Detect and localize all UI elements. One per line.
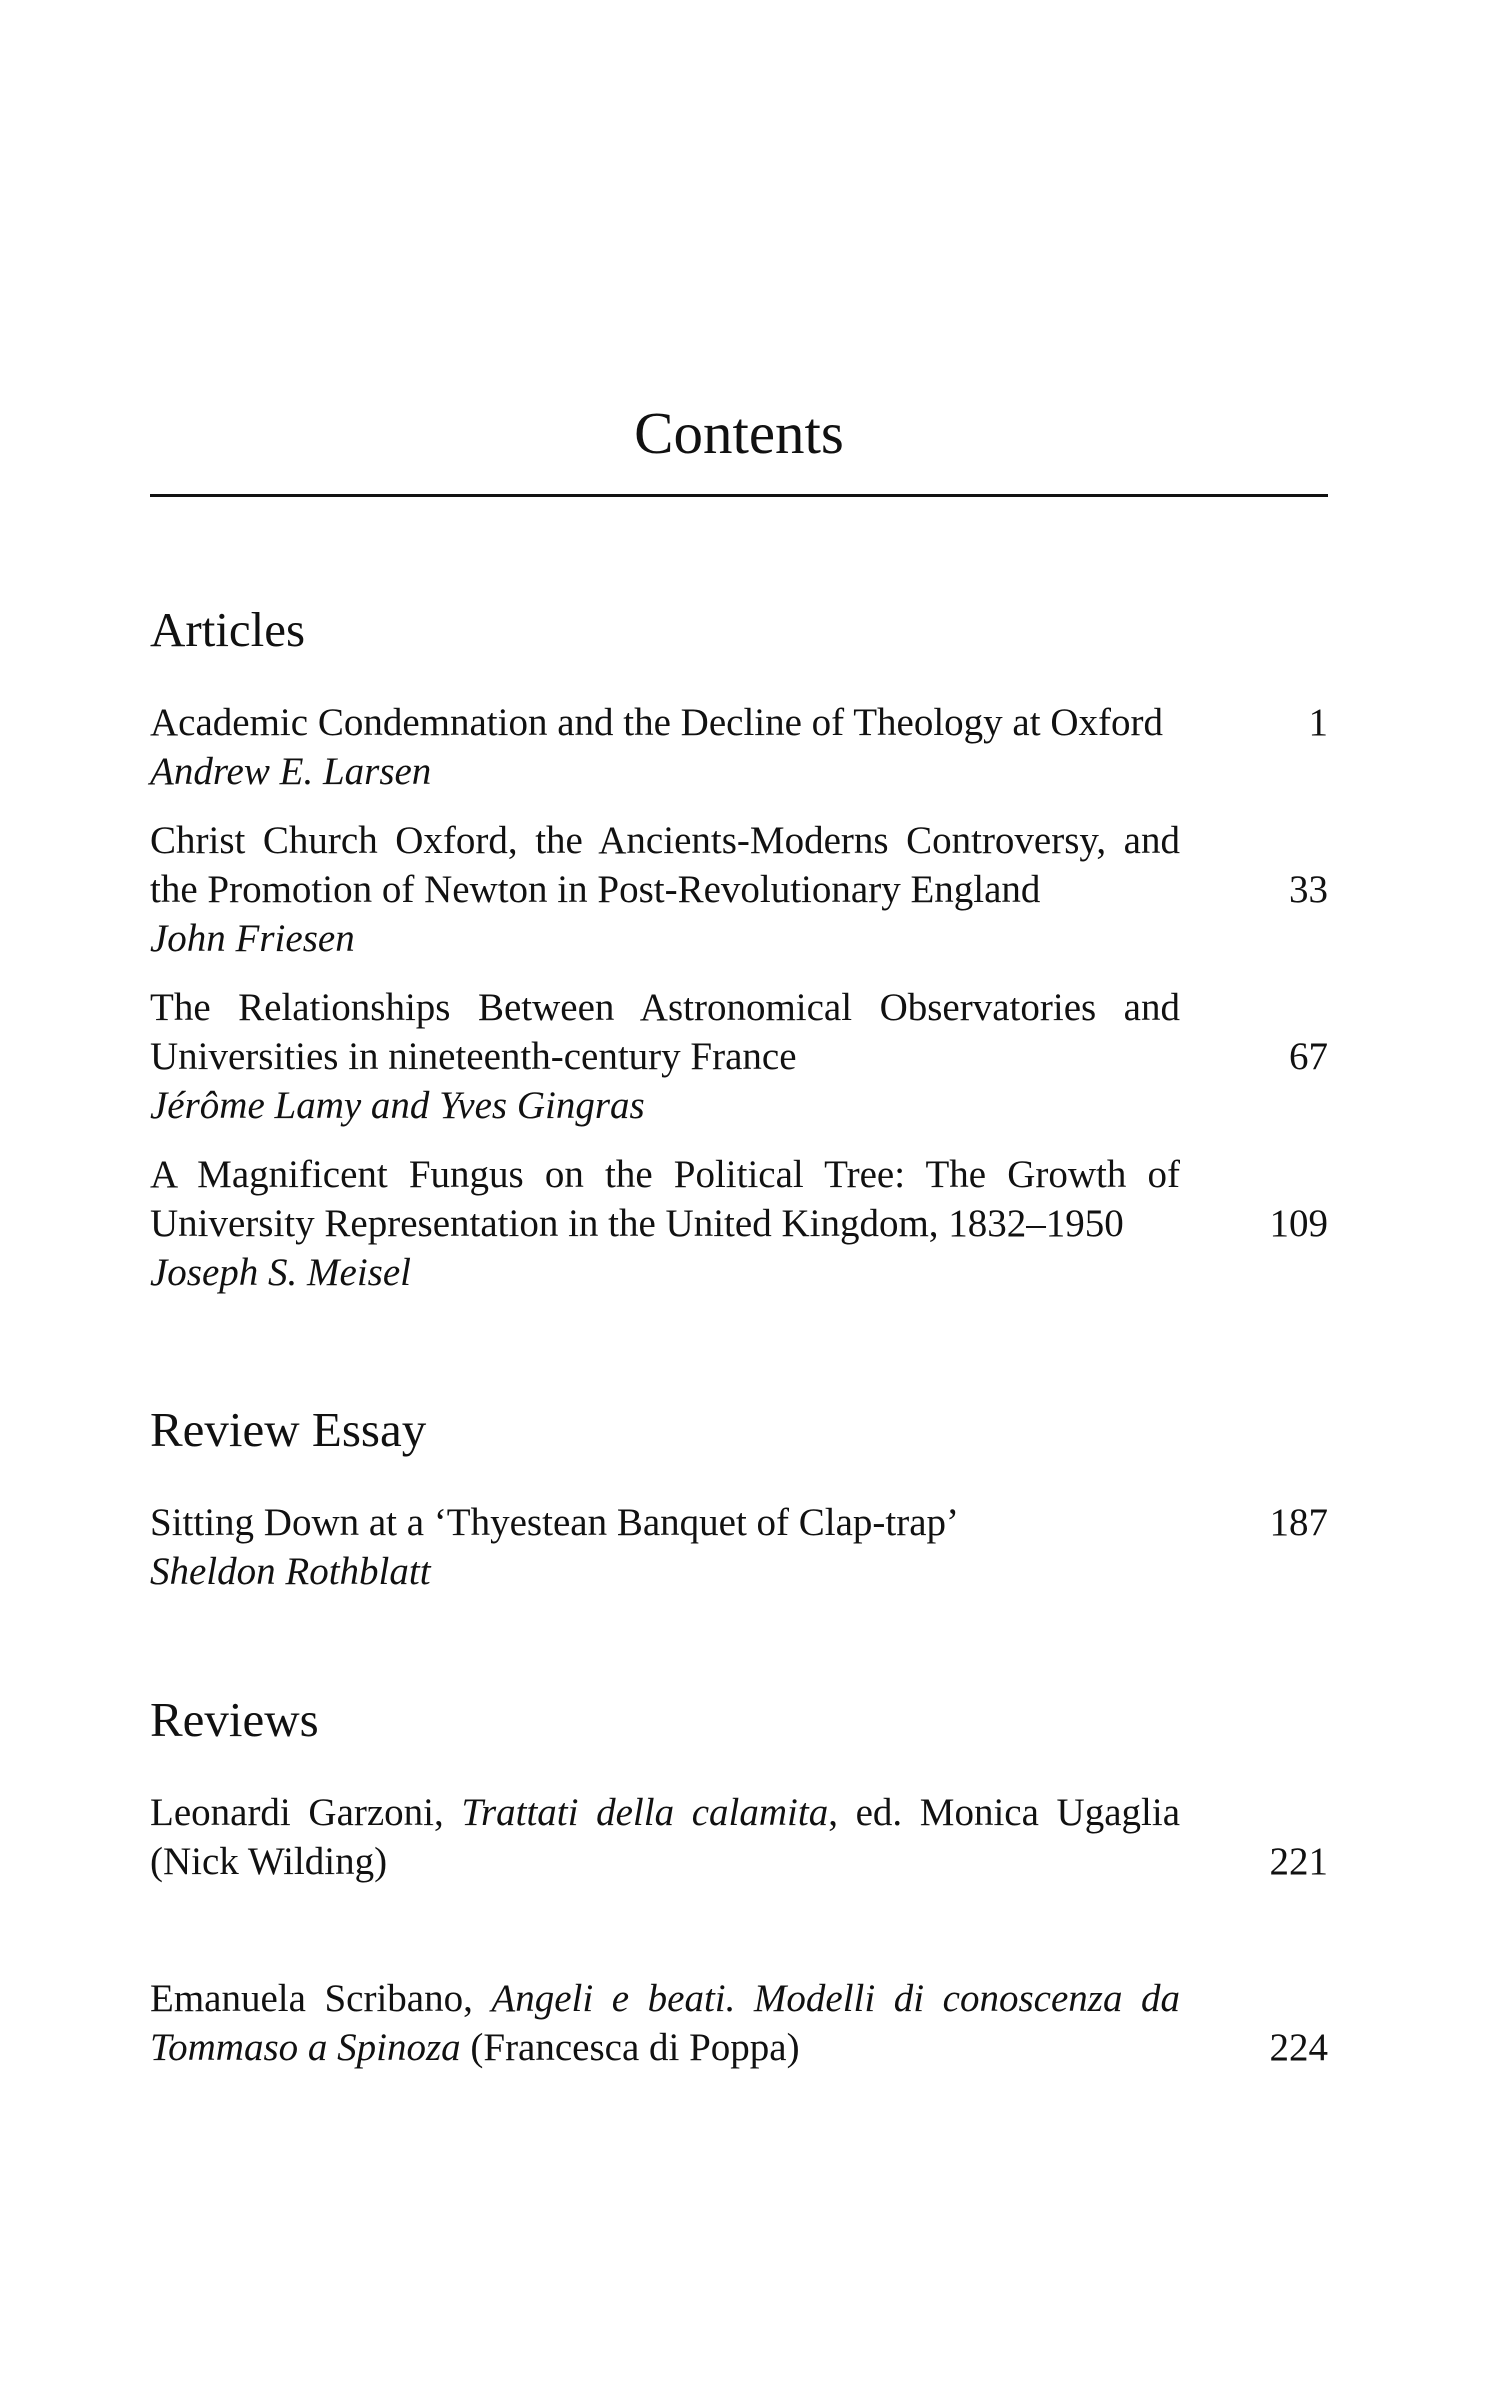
review-details: (Francesca di Poppa) [460, 2026, 800, 2069]
entry-author: Joseph S. Meisel [150, 1251, 412, 1294]
entry-text [150, 1150, 1180, 1297]
review-author: Emanuela Scribano, [150, 1977, 492, 2020]
review-essay-section [150, 1400, 1328, 1616]
entry-title: Sitting Down at a ‘Thyestean Banquet of Clap-trap’ [150, 1501, 960, 1544]
entry-title: Academic Condemnation and the Decline of Theology at Oxford [150, 701, 1163, 744]
entry-title: The Relationships Between Astronomical Observatories and Universities in nineteenth-century France [150, 986, 1180, 1078]
entry-text [150, 983, 1180, 1130]
entry-text [150, 698, 1180, 796]
entry-author: John Friesen [150, 917, 355, 960]
toc-entry[interactable] [150, 983, 1328, 1130]
entry-page-number: 109 [1269, 1202, 1328, 1245]
entry-text [150, 1498, 1180, 1596]
entry-page-number: 224 [1269, 2026, 1328, 2069]
toc-entry[interactable] [150, 698, 1328, 796]
entry-page-number: 221 [1269, 1840, 1328, 1883]
entry-author: Sheldon Rothblatt [150, 1550, 431, 1593]
entry-author: Andrew E. Larsen [150, 750, 432, 793]
articles-section [150, 600, 1328, 1317]
review-book-title: Trattati della calamita [461, 1791, 829, 1834]
toc-entry[interactable] [150, 1150, 1328, 1297]
review-book-title: Angeli e beati. Modelli di conoscenza da Tommaso a Spinoza [150, 1977, 1180, 2069]
entry-author: Jérôme Lamy and Yves Gingras [150, 1084, 645, 1127]
entry-title: A Magnificent Fungus on the Political Tree: The Growth of University Representation in the United Kingdom, 1832–1950 [150, 1153, 1180, 1245]
reviews-section [150, 1690, 1328, 2072]
entry-page-number: 33 [1289, 868, 1328, 911]
review-details: , ed. Monica Ugaglia (Nick Wilding) [150, 1791, 1181, 1883]
section-heading-articles: Articles [150, 602, 306, 657]
entry-page-number: 1 [1308, 701, 1328, 744]
entry-page-number: 187 [1269, 1501, 1328, 1544]
section-heading-reviews: Reviews [150, 1692, 319, 1747]
title-divider [150, 494, 1328, 497]
page-title: Contents [634, 400, 844, 466]
entry-text [150, 816, 1180, 963]
section-heading-review-essay: Review Essay [150, 1402, 427, 1457]
toc-entry[interactable] [150, 1498, 1328, 1596]
review-text [150, 1788, 1180, 1886]
contents-page [150, 0, 1328, 2397]
toc-review-entry[interactable] [150, 1974, 1328, 2072]
review-author: Leonardi Garzoni, [150, 1791, 462, 1834]
toc-review-entry[interactable] [150, 1788, 1328, 1886]
entry-page-number: 67 [1289, 1035, 1328, 1078]
entry-title: Christ Church Oxford, the Ancients-Moderns Controversy, and the Promotion of Newton in Post-Revolutionary England [150, 819, 1180, 911]
review-text [150, 1974, 1180, 2072]
toc-entry[interactable] [150, 816, 1328, 963]
